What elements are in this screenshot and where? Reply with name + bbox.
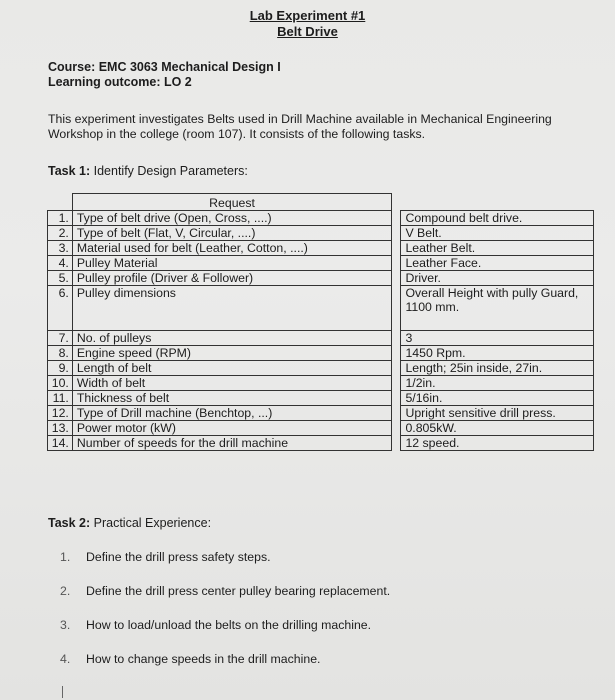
table-row <box>48 346 594 361</box>
row-number: 9. <box>48 361 73 376</box>
row-request: Type of belt (Flat, V, Circular, ....) <box>72 226 391 241</box>
row-answer: 1/2in. <box>401 376 594 391</box>
parameters-table <box>47 193 594 451</box>
step-number: 4. <box>60 652 71 666</box>
row-number: 4. <box>48 256 73 271</box>
table-row <box>48 271 594 286</box>
task2-label: Task 2: <box>48 516 91 530</box>
step-number: 1. <box>60 550 71 564</box>
row-answer: Driver. <box>401 271 594 286</box>
table-row <box>48 406 594 421</box>
learning-outcome-line: Learning outcome: LO 2 <box>48 75 192 89</box>
row-answer: Leather Belt. <box>401 241 594 256</box>
list-item <box>60 550 390 584</box>
row-number: 14. <box>48 436 73 451</box>
title-line: Lab Experiment #1 <box>249 8 366 23</box>
course-line: Course: EMC 3063 Mechanical Design I <box>48 60 281 74</box>
step-number: 3. <box>60 618 71 632</box>
intro-paragraph: This experiment investigates Belts used in Drill Machine available in Mechanical Engineering Workshop in the college (room 107). It consists of the following tasks. <box>48 112 552 141</box>
row-answer: 5/16in. <box>401 391 594 406</box>
row-number: 10. <box>48 376 73 391</box>
table-row <box>48 376 594 391</box>
step-text: Define the drill press safety steps. <box>86 550 271 564</box>
row-number: 13. <box>48 421 73 436</box>
row-request: Material used for belt (Leather, Cotton, ....) <box>72 241 391 256</box>
row-request: Power motor (kW) <box>72 421 391 436</box>
table-row <box>48 226 594 241</box>
row-number: 12. <box>48 406 73 421</box>
row-answer: Upright sensitive drill press. <box>401 406 594 421</box>
step-text: Define the drill press center pulley bearing replacement. <box>86 584 391 598</box>
table-row <box>48 256 594 271</box>
task2-steps-list <box>60 550 390 686</box>
row-answer: 12 speed. <box>401 436 594 451</box>
list-item <box>60 584 390 618</box>
table-row <box>48 241 594 256</box>
subtitle-line: Belt Drive <box>277 24 338 39</box>
table-row <box>48 331 594 346</box>
row-request: Type of Drill machine (Benchtop, ...) <box>72 406 391 421</box>
row-number: 7. <box>48 331 73 346</box>
row-answer: 3 <box>401 331 594 346</box>
task1-heading <box>48 164 248 178</box>
table-row <box>48 361 594 376</box>
table-row <box>48 391 594 406</box>
row-number: 2. <box>48 226 73 241</box>
document-title <box>0 8 615 40</box>
task1-text: Identify Design Parameters: <box>90 164 248 178</box>
row-request: Width of belt <box>72 376 391 391</box>
table-row <box>48 421 594 436</box>
row-answer: Length; 25in inside, 27in. <box>401 361 594 376</box>
row-answer: 1450 Rpm. <box>401 346 594 361</box>
row-number: 5. <box>48 271 73 286</box>
task2-text: Practical Experience: <box>90 516 212 530</box>
text-cursor <box>62 686 63 698</box>
row-answer: Compound belt drive. <box>401 211 594 226</box>
row-number: 1. <box>48 211 73 226</box>
row-request: Length of belt <box>72 361 391 376</box>
table-row <box>48 286 594 331</box>
row-request: Pulley dimensions <box>72 286 391 331</box>
list-item <box>60 618 390 652</box>
row-request: Pulley Material <box>72 256 391 271</box>
row-request: Thickness of belt <box>72 391 391 406</box>
row-answer: Leather Face. <box>401 256 594 271</box>
row-request: Number of speeds for the drill machine <box>72 436 391 451</box>
row-answer: 0.805kW. <box>401 421 594 436</box>
task1-label: Task 1: <box>48 164 91 178</box>
row-request: Engine speed (RPM) <box>72 346 391 361</box>
task2-heading <box>48 516 211 530</box>
row-request: No. of pulleys <box>72 331 391 346</box>
list-item <box>60 652 390 686</box>
step-number: 2. <box>60 584 71 598</box>
step-text: How to change speeds in the drill machine. <box>86 652 321 666</box>
row-number: 3. <box>48 241 73 256</box>
course-info <box>48 60 281 90</box>
row-answer: Overall Height with pully Guard, 1100 mm. <box>401 286 594 331</box>
row-number: 8. <box>48 346 73 361</box>
row-request: Type of belt drive (Open, Cross, ....) <box>72 211 391 226</box>
table-row <box>48 436 594 451</box>
step-text: How to load/unload the belts on the drilling machine. <box>86 618 372 632</box>
row-request: Pulley profile (Driver & Follower) <box>72 271 391 286</box>
row-number: 6. <box>48 286 73 331</box>
row-number: 11. <box>48 391 73 406</box>
row-answer: V Belt. <box>401 226 594 241</box>
table-header-request: Request <box>72 194 391 211</box>
table-row <box>48 211 594 226</box>
